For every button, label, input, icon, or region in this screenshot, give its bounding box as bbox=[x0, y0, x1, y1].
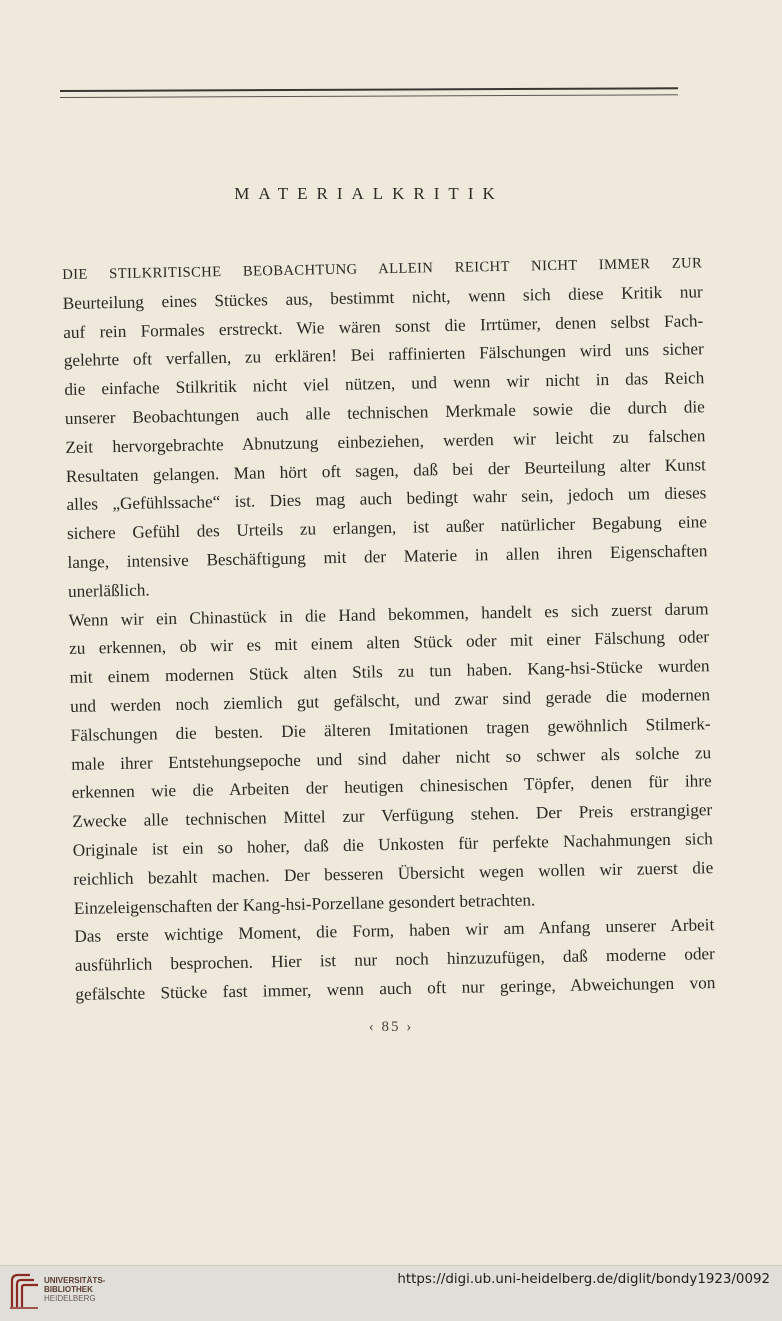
header-rule-thick bbox=[60, 87, 678, 92]
text-line: unserer Beobachtungen auch alle technischen Merkmale sowie die durch die bbox=[64, 397, 705, 428]
library-logo-icon bbox=[8, 1271, 40, 1311]
text-line: alles „Gefühlssache“ ist. Dies mag auch bedingt wahr sein, jedoch um dieses bbox=[66, 483, 707, 515]
text-line: mit einem modernen Stück alten Stils zu tun haben. Kang-hsi-Stücke wurden bbox=[69, 656, 710, 688]
text-line: male ihrer Entstehungsepoche und sind daher nicht so schwer als solche zu bbox=[71, 742, 712, 774]
text-line: und werden noch ziemlich gut gefälscht, und zwar sind gerade die modernen bbox=[69, 685, 711, 716]
text-line: Resultaten gelangen. Man hört oft sagen, daß bei der Beurteilung alter Kunst bbox=[65, 454, 707, 486]
text-line: sichere Gefühl des Urteils zu erlangen, ist außer natürlicher Begabung eine bbox=[66, 512, 708, 544]
text-line: gelehrte oft verfallen, zu erklären! Bei raffinierten Fälschungen wird uns sicher bbox=[63, 339, 704, 371]
body-text bbox=[62, 249, 716, 1009]
page-number: ‹ 85 › bbox=[368, 1019, 414, 1035]
text-line: Das erste wichtige Moment, die Form, haben wir am Anfang unserer Arbeit bbox=[74, 915, 715, 947]
text-line: Einzeleigenschaften der Kang-hsi-Porzellane gesondert betrachten. bbox=[73, 889, 536, 918]
text-line: ausführlich besprochen. Hier ist nur noch hinzuzufügen, daß moderne oder bbox=[74, 944, 715, 976]
text-line: Beurteilung eines Stückes aus, bestimmt nicht, wenn sich diese Kritik nur bbox=[62, 282, 703, 313]
library-name-line3: HEIDELBERG bbox=[44, 1294, 96, 1303]
text-line: unerläßlich. bbox=[67, 580, 150, 601]
library-name-line1: UNIVERSITÄTS- bbox=[44, 1276, 106, 1285]
text-line: Zeit hervorgebrachte Abnutzung einbeziehen, werden wir leicht zu falschen bbox=[65, 426, 706, 457]
text-line: reichlich bezahlt machen. Der besseren Übersicht wegen wollen wir zuerst die bbox=[73, 857, 714, 889]
text-line: Zwecke alle technischen Mittel zur Verfügung stehen. Der Preis erstrangiger bbox=[72, 800, 713, 832]
text-line: Fälschungen die besten. Die älteren Imitationen tragen gewöhnlich Stilmerk- bbox=[70, 713, 711, 745]
text-line: gefälschte Stücke fast immer, wenn auch oft nur geringe, Abweichungen von bbox=[75, 973, 716, 1004]
text-line: DIE STILKRITISCHE BEOBACHTUNG ALLEIN REICHT NICHT IMMER ZUR bbox=[62, 255, 703, 283]
text-line: auf rein Formales erstreckt. Wie wären sonst die Irrtümer, denen selbst Fach- bbox=[63, 310, 704, 342]
header-rule-thin bbox=[60, 94, 678, 98]
chapter-heading: MATERIALKRITIK bbox=[234, 184, 504, 203]
text-line: erkennen wie die Arbeiten der heutigen chinesischen Töpfer, denen für ihre bbox=[71, 771, 712, 803]
library-name-line2: BIBLIOTHEK bbox=[44, 1285, 93, 1294]
source-url-link[interactable]: https://digi.ub.uni-heidelberg.de/diglit/bondy1923/0092 bbox=[397, 1272, 770, 1287]
text-line: Originale ist ein so hoher, daß die Unkosten für perfekte Nachahmungen sich bbox=[72, 829, 713, 860]
text-line: die einfache Stilkritik nicht viel nützen, und wenn wir nicht in das Reich bbox=[64, 368, 705, 400]
text-line: lange, intensive Beschäftigung mit der Materie in allen ihren Eigenschaften bbox=[67, 541, 708, 572]
library-name bbox=[44, 1276, 105, 1303]
text-line: Wenn wir ein Chinastück in die Hand bekommen, handelt es sich zuerst darum bbox=[68, 598, 709, 630]
text-line: zu erkennen, ob wir es mit einem alten Stück oder mit einer Fälschung oder bbox=[68, 627, 710, 659]
